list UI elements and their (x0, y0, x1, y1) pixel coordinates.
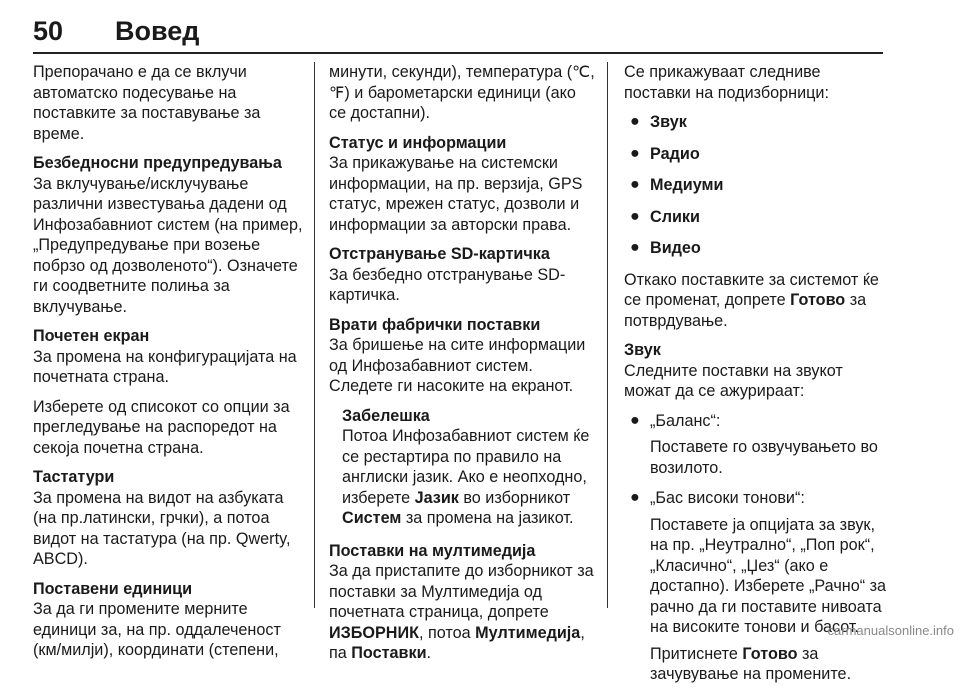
list-item (624, 144, 890, 165)
keyboards-text: За промена на видот на азбуката (на пр.латински, грчки), а потоа видот на тастатура (на пр. Qwerty, ABCD). (33, 488, 291, 568)
safety-heading: Безбедносни предупредувања (33, 154, 282, 172)
bass-treble-text: Поставете ја опцијата за звук, на пр. „Неутрално“, „Поп рок“, „Класично“, „Џез“ (ако е достапно). Изберете „Рачно“ за рачно да ги поставите нивоата на високите тонови и басот. (650, 515, 887, 636)
bullet-icon: ● (630, 112, 640, 130)
bullet-icon: ● (630, 238, 640, 256)
status-text: За прикажување на системски информации, на пр. верзија, GPS статус, мрежен статус, дозволи и информации за авторски права. (329, 154, 583, 234)
factory-heading: Врати фабрички поставки (329, 315, 541, 334)
done-term: Готово (790, 291, 846, 309)
home-text-1: За промена на конфигурацијата на почетната страна. (33, 347, 297, 386)
balance-label: „Баланс“: (650, 411, 721, 430)
note-language-term: Јазик (414, 488, 459, 507)
bullet-icon: ● (630, 206, 640, 225)
section-status (329, 133, 597, 236)
balance-item (624, 411, 890, 479)
units-continued-text: минути, секунди), температура (℃, ℉) и барометарски единици (ако се достапни). (329, 63, 595, 122)
note-text (342, 426, 597, 529)
submenu-list (624, 112, 890, 259)
column-divider-1 (314, 62, 315, 608)
section-home (33, 326, 305, 458)
multimedia-text (329, 561, 597, 664)
bass-treble-item (624, 488, 890, 685)
submenu-label: Медиуми (650, 176, 724, 194)
press-text-part: за зачувување на промените. (650, 644, 852, 683)
note-block (329, 406, 597, 529)
section-units (33, 579, 305, 661)
after-text-part: за потврдување. (624, 291, 867, 330)
section-factory-reset (329, 315, 597, 397)
page-header (33, 12, 883, 54)
submenus-intro: Се прикажуваат следниве поставки на подизборници: (624, 63, 829, 102)
done-term: Готово (742, 644, 798, 663)
units-heading: Поставени единици (33, 579, 193, 598)
home-text-2: Изберете од списокот со опции за прегледување на распоредот на секоја почетна страна. (33, 397, 290, 457)
mm-text-part: , па (329, 623, 585, 662)
bass-treble-label: „Бас високи тонови“: (650, 489, 805, 507)
submenu-label: Слики (650, 207, 700, 226)
keyboards-heading: Тастатури (33, 468, 115, 486)
balance-text: Поставете го озвучувањето во возилото. (650, 438, 878, 477)
sound-heading: Звук (624, 341, 661, 359)
note-text-part: во изборникот (458, 488, 571, 507)
list-item (624, 207, 890, 228)
note-system-term: Систем (342, 509, 402, 527)
bullet-icon: ● (630, 488, 640, 506)
list-item (624, 238, 890, 259)
section-multimedia (329, 541, 597, 664)
bullet-icon: ● (630, 143, 640, 162)
mm-multimedia-term: Мултимедија (475, 623, 581, 642)
column-divider-2 (607, 62, 608, 608)
note-title: Забелешка (342, 406, 430, 425)
sd-heading: Отстранување SD-картичка (329, 245, 550, 263)
press-done-text (650, 644, 890, 685)
units-text: За да ги промените мерните единици за, на пр. оддалеченост (км/милји), координати (степени, (33, 600, 281, 659)
page-number: 50 (33, 16, 64, 46)
multimedia-heading: Поставки на мултимедија (329, 541, 536, 560)
bullet-icon: ● (630, 175, 640, 193)
submenu-label: Видео (650, 239, 701, 257)
home-heading: Почетен екран (33, 327, 150, 345)
status-heading: Статус и информации (329, 133, 507, 152)
section-keyboards (33, 467, 305, 570)
section-sound (624, 340, 890, 402)
press-text-part: Притиснете (650, 644, 743, 663)
column-2 (329, 62, 597, 673)
bullet-icon: ● (630, 410, 640, 429)
page-title: Вовед (115, 16, 200, 46)
column-1 (33, 62, 305, 670)
factory-text-2: Следете ги насоките на екранот. (329, 377, 574, 395)
note-text-part: Потоа Инфозабавниот систем ќе се рестартира по правило на англиски јазик. Ако е неопходно, изберете (342, 427, 590, 507)
mm-menu-term: ИЗБОРНИК (329, 623, 420, 642)
list-item (624, 175, 890, 196)
mm-text-part: За да пристапите до изборникот за поставки за Мултимедија од почетната страница, допрете (329, 562, 594, 621)
watermark: carmanualsonline.info (827, 623, 954, 638)
note-text-part: за промена на јазикот. (401, 509, 574, 527)
list-item (624, 112, 890, 133)
submenu-label: Звук (650, 113, 687, 131)
section-safety (33, 153, 305, 317)
mm-text-part: . (426, 644, 432, 662)
safety-text: За вклучување/исклучување различни известувања дадени од Инфозабавниот систем (на пример, „Предупредување при возење побрзо од дозволеното“). Означете ги соодветните полиња за вклучување. (33, 174, 303, 316)
section-sd-card (329, 244, 597, 306)
after-change-text (624, 270, 890, 332)
intro-text: Препорачано е да се вклучи автоматско подесување на поставките за поставување за време. (33, 63, 261, 143)
submenu-label: Радио (650, 144, 700, 163)
sound-text: Следните поставки на звукот можат да се ажурираат: (624, 361, 843, 400)
sd-text: За безбедно отстранување SD-картичка. (329, 265, 566, 304)
factory-text-1: За бришење на сите информации од Инфозабавниот систем. (329, 336, 586, 375)
column-3 (624, 62, 890, 695)
mm-text-part: , потоа (419, 623, 476, 642)
mm-settings-term: Поставки (351, 644, 427, 662)
after-text-part: Откако поставките за системот ќе се променат, допрете (624, 270, 879, 309)
